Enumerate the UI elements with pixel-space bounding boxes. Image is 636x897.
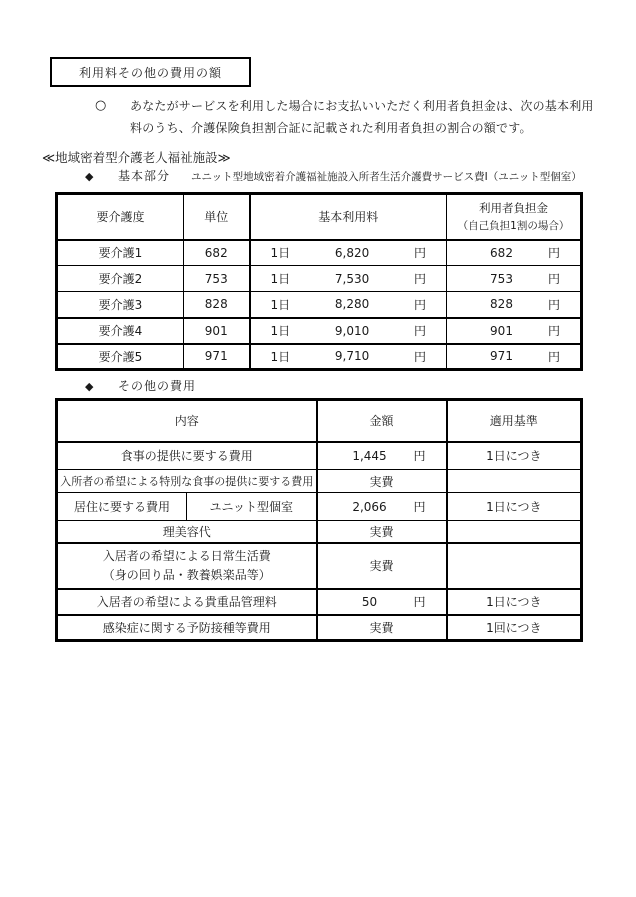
care-level-cell: 要介護3 xyxy=(57,292,184,318)
burden-cell xyxy=(447,240,582,266)
basic-fee-cell xyxy=(250,318,447,344)
table-row xyxy=(57,543,582,589)
amount-cell: 実費 xyxy=(317,615,447,641)
care-level-cell: 要介護1 xyxy=(57,240,184,266)
burden-cell xyxy=(447,292,582,318)
content-cell: 入所者の希望による特別な食事の提供に要する費用 xyxy=(57,470,317,493)
table-row xyxy=(57,470,582,493)
header-user-burden-line1: 利用者負担金 xyxy=(479,200,548,215)
basis-cell xyxy=(447,521,582,543)
units-cell: 901 xyxy=(184,318,250,344)
table-row xyxy=(57,318,582,344)
units-cell: 828 xyxy=(184,292,250,318)
yen-label: 円 xyxy=(413,297,426,312)
burden-cell xyxy=(447,266,582,292)
intro-line-2: 料のうち、介護保険負担割合証に記載された利用者負担の割合の額です。 xyxy=(130,121,532,135)
amount-value: 50 xyxy=(361,594,378,609)
fee-amount: 6,820 xyxy=(334,245,370,260)
care-level-cell: 要介護2 xyxy=(57,266,184,292)
basic-part-heading xyxy=(85,167,582,184)
burden-cell xyxy=(447,344,582,370)
intro-text xyxy=(130,95,594,139)
basis-cell: 1日につき xyxy=(447,493,582,521)
amount-value: 2,066 xyxy=(352,499,387,514)
header-basic-fee: 基本利用料 xyxy=(250,194,447,240)
diamond-bullet-icon: ◆ xyxy=(85,170,94,183)
burden-amount: 682 xyxy=(490,245,513,260)
other-fees-heading xyxy=(85,377,196,394)
fee-per-label: 1日 xyxy=(270,272,291,286)
yen-label: 円 xyxy=(413,324,426,338)
yen-label: 円 xyxy=(413,595,426,609)
table-row xyxy=(57,589,582,615)
burden-amount: 828 xyxy=(490,297,513,312)
table-row xyxy=(57,521,582,543)
diamond-bullet-icon: ◆ xyxy=(85,380,94,393)
units-cell: 971 xyxy=(184,344,250,370)
header-units: 単位 xyxy=(184,194,250,240)
header-amount: 金額 xyxy=(317,400,447,442)
yen-label: 円 xyxy=(413,246,426,261)
basis-cell xyxy=(447,543,582,589)
circle-bullet-icon: ○ xyxy=(95,98,107,113)
burden-amount: 753 xyxy=(490,271,513,286)
facility-section-heading: ≪地域密着型介護老人福祉施設≫ xyxy=(42,150,231,165)
basic-fee-cell xyxy=(250,292,447,318)
fee-amount: 7,530 xyxy=(334,271,370,286)
yen-label: 円 xyxy=(547,324,560,338)
amount-cell xyxy=(317,442,447,470)
fee-per-label: 1日 xyxy=(270,246,291,261)
burden-amount: 971 xyxy=(490,349,513,364)
table-row xyxy=(57,240,582,266)
header-user-burden-line2: （自己負担1割の場合） xyxy=(457,219,570,232)
content-line-1: 入居者の希望による日常生活費 xyxy=(102,548,271,563)
fee-per-label: 1日 xyxy=(270,349,291,364)
intro-paragraph xyxy=(95,95,594,139)
basis-cell: 1日につき xyxy=(447,589,582,615)
amount-cell: 実費 xyxy=(317,521,447,543)
yen-label: 円 xyxy=(547,272,560,286)
basis-cell xyxy=(447,470,582,493)
fee-per-label: 1日 xyxy=(270,324,291,338)
table-row xyxy=(57,344,582,370)
header-care-level: 要介護度 xyxy=(57,194,184,240)
amount-cell xyxy=(317,493,447,521)
yen-label: 円 xyxy=(413,500,426,514)
other-fees-table-header-row xyxy=(57,400,582,442)
table-row xyxy=(57,292,582,318)
fee-amount: 8,280 xyxy=(334,297,370,312)
basic-fee-cell xyxy=(250,266,447,292)
table-row xyxy=(57,493,582,521)
units-cell: 753 xyxy=(184,266,250,292)
care-level-cell: 要介護4 xyxy=(57,318,184,344)
yen-label: 円 xyxy=(413,449,426,464)
page-title: 利用料その他の費用の額 xyxy=(50,57,251,87)
amount-value: 1,445 xyxy=(352,448,387,463)
amount-cell: 実費 xyxy=(317,543,447,589)
content-cell xyxy=(57,543,317,589)
table-row xyxy=(57,615,582,641)
table-row xyxy=(57,442,582,470)
yen-label: 円 xyxy=(413,272,426,286)
yen-label: 円 xyxy=(413,349,426,364)
content-line-2: （身の回り品・教養娯楽品等） xyxy=(102,567,271,582)
basis-cell: 1回につき xyxy=(447,615,582,641)
basic-fee-table xyxy=(55,192,583,371)
content-cell: 感染症に関する予防接種等費用 xyxy=(57,615,317,641)
header-user-burden xyxy=(447,194,582,240)
burden-cell xyxy=(447,318,582,344)
amount-cell: 実費 xyxy=(317,470,447,493)
fee-per-label: 1日 xyxy=(270,297,291,312)
content-cell: 居住に要する費用 xyxy=(57,493,187,521)
intro-line-1: あなたがサービスを利用した場合にお支払いいただく利用者負担金は、次の基本利用 xyxy=(130,99,594,113)
basic-fee-table-header-row xyxy=(57,194,582,240)
other-fees-label: その他の費用 xyxy=(118,379,197,393)
yen-label: 円 xyxy=(547,297,560,312)
header-content: 内容 xyxy=(57,400,317,442)
basic-part-subtitle: ユニット型地域密着介護福祉施設入所者生活介護費サービス費Ⅰ（ユニット型個室） xyxy=(191,171,582,183)
burden-amount: 901 xyxy=(490,323,513,338)
basic-fee-cell xyxy=(250,344,447,370)
basic-fee-cell xyxy=(250,240,447,266)
content-cell: 入居者の希望による貴重品管理料 xyxy=(57,589,317,615)
table-row xyxy=(57,266,582,292)
content-subcell: ユニット型個室 xyxy=(187,493,317,521)
units-cell: 682 xyxy=(184,240,250,266)
fee-amount: 9,010 xyxy=(334,323,370,338)
yen-label: 円 xyxy=(547,246,560,261)
care-level-cell: 要介護5 xyxy=(57,344,184,370)
header-basis: 適用基準 xyxy=(447,400,582,442)
other-fees-table xyxy=(55,398,583,642)
content-cell: 理美容代 xyxy=(57,521,317,543)
amount-cell xyxy=(317,589,447,615)
basic-part-label: 基本部分 xyxy=(118,169,171,183)
basis-cell: 1日につき xyxy=(447,442,582,470)
fee-amount: 9,710 xyxy=(334,349,370,364)
content-cell: 食事の提供に要する費用 xyxy=(57,442,317,470)
yen-label: 円 xyxy=(547,349,560,364)
